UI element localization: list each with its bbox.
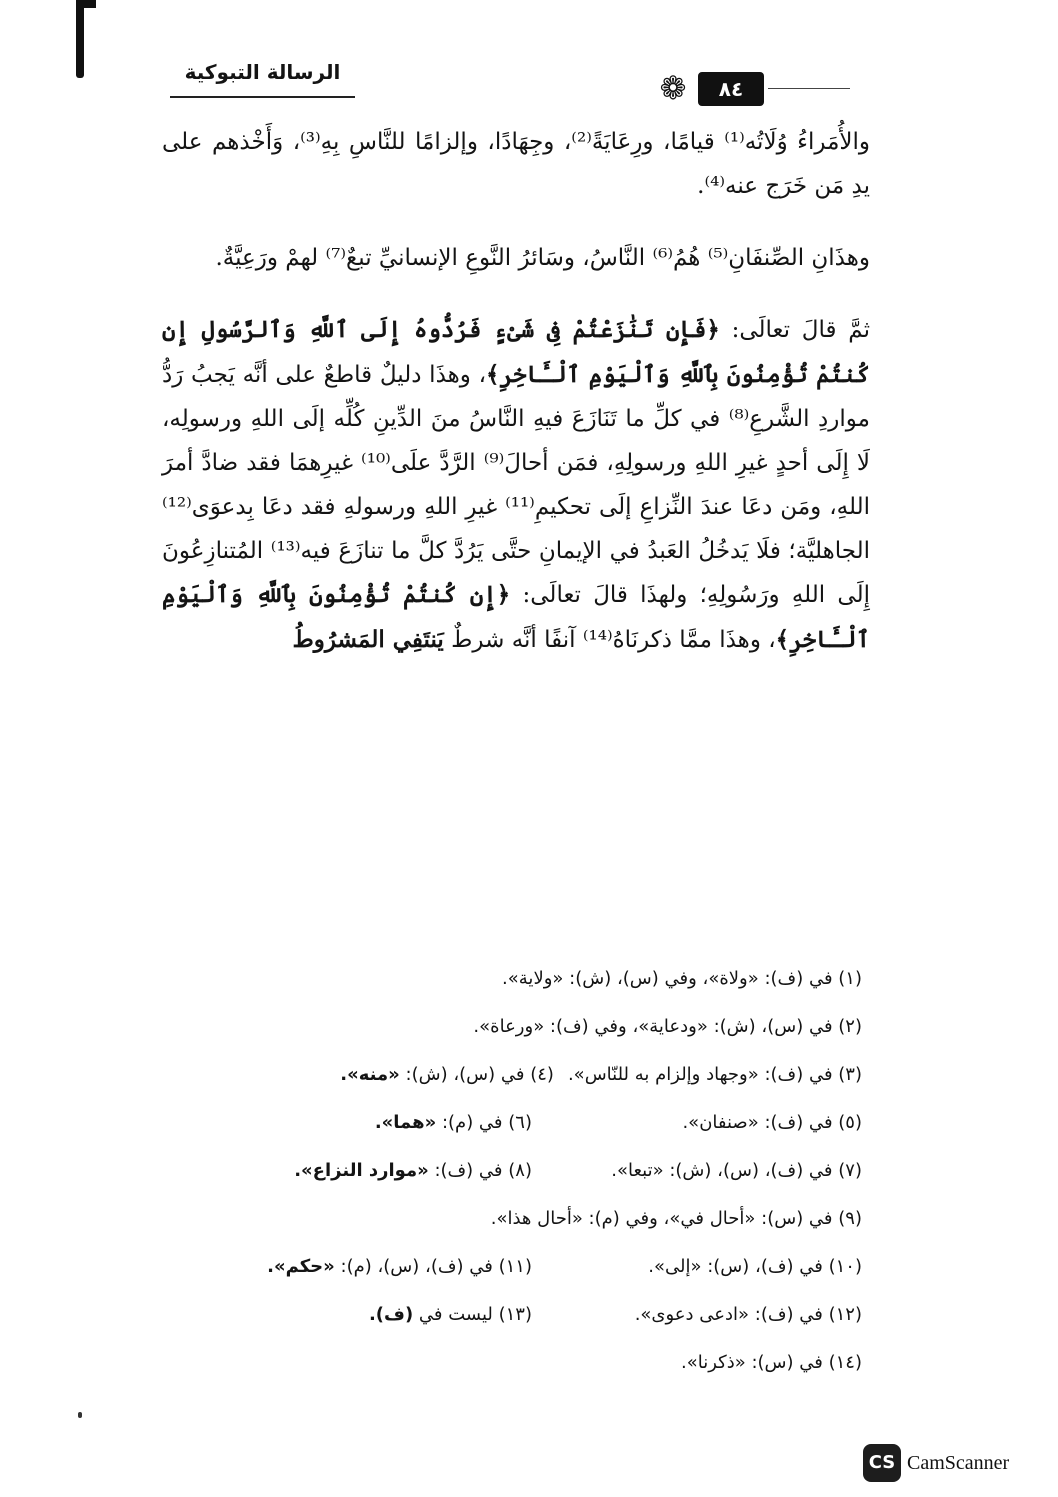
paragraph-3-tail: ، وهذَا ممَّا ذكرنَاهُ⁽¹⁴⁾ آنفًا أنَّه شرطٌ: [443, 626, 776, 653]
ornament-icon: ❁: [659, 69, 687, 107]
footnote-14: (١٤) في (س): «ذكرنا».: [680, 1352, 862, 1373]
main-text: [162, 120, 870, 690]
page-number: ٨٤: [698, 72, 764, 106]
paragraph-3: [162, 308, 870, 661]
footnote-row: [162, 1003, 862, 1051]
footnote-1: (١) في (ف): «ولاة»، وفي (س)، (ش): «ولاية».: [502, 968, 862, 989]
footnote-13-bold: (ف).: [368, 1304, 414, 1325]
footnote-6-bold: «هما».: [374, 1112, 437, 1133]
footnote-8-bold: «موارد النزاع».: [294, 1160, 429, 1181]
footnote-row: [162, 955, 862, 1003]
footnote-6: [375, 1099, 532, 1147]
paragraph-1: والأُمَراءُ وُلَاتُه⁽¹⁾ قيامًا، ورِعَايَةً⁽²⁾، وجِهَادًا، وإلزامًا للنَّاسِ بِهِ⁽³⁾، وَأَخْذهم على يدِ مَن خَرَج عنه⁽⁴⁾.: [162, 129, 870, 200]
page-edge-mark: [76, 0, 84, 78]
footnote-5: (٥) في (ف): «صنفان».: [682, 1112, 862, 1133]
footnote-11-bold: «حكم».: [267, 1256, 335, 1277]
footnote-3: (٣) في (ف): «وجهاد وإلزام به للنّاس».: [567, 1064, 862, 1085]
camscanner-logo-icon: CS: [863, 1444, 901, 1482]
footnote-row: [162, 1339, 862, 1387]
footnote-9: (٩) في (س): «أحال في»، وفي (م): «أحال هذا».: [490, 1208, 862, 1229]
footnote-11-text: (١١) في (ف)، (س)، (م):: [334, 1256, 532, 1277]
scan-dot: [78, 1412, 82, 1418]
footnote-8: [294, 1147, 532, 1195]
footnote-4: [340, 1051, 554, 1099]
footnote-row: [162, 1051, 862, 1099]
camscanner-name: CamScanner: [907, 1451, 1010, 1474]
footnote-13: [369, 1291, 532, 1339]
footnote-row: [162, 1147, 862, 1195]
footnote-8-text: (٨) في (ف):: [428, 1160, 532, 1181]
paragraph-3-intro: ثمَّ قالَ تعالَى:: [719, 317, 870, 344]
quran-verse-1: ﴿فَإِن تَنَٰزَعْتُمْ فِى شَىْءٍ فَرُدُّوهُ إِلَى ٱللَّهِ وَٱلرَّسُولِ إِن كُنتُمْ تُؤْمِنُونَ بِٱللَّهِ وَٱلْيَوْمِ ٱلْـَٔاخِرِ﴾: [162, 316, 870, 388]
header-rule-right: [768, 88, 850, 89]
footnote-row: [162, 1195, 862, 1243]
footnote-12: (١٢) في (ف): «ادعى دعوى».: [634, 1304, 862, 1325]
footnote-10: (١٠) في (ف)، (س): «إلى».: [648, 1256, 862, 1277]
footnote-13-text: (١٣) ليست في: [413, 1304, 532, 1325]
camscanner-badge: [863, 1443, 1009, 1483]
footnotes: [162, 955, 862, 1387]
running-title: الرسالة التبوكية: [184, 60, 341, 84]
footnote-6-text: (٦) في (م):: [436, 1112, 532, 1133]
header-rule-left: [170, 96, 355, 98]
paragraph-3-body: ، وهذَا دليلٌ قاطعٌ على أنَّه يَجبُ رَدُّ مواردِ الشَّرعِ⁽⁸⁾ في كلِّ ما تَنَازَعَ فيهِ النَّاسُ منَ الدِّينِ كُلِّه إلَى اللهِ ورسولِه، لَا إِلَى أحدٍ غيرِ اللهِ ورسولِهِ، فمَن أحالَ⁽⁹⁾ الرَّدَّ علَى⁽¹⁰⁾ غيرِهمَا فقد ضادَّ أمرَ اللهِ، ومَن دعَا عندَ النِّزاعِ إلَى تحكيمِ⁽¹¹⁾ غيرِ اللهِ ورسولهِ فقد دعَا بِدعوَى⁽¹²⁾ الجاهليَّة؛ فلَا يَدخُلُ العَبدُ في الإيمانِ حتَّى يَرُدَّ كلَّ ما تنازَعَ فيه⁽¹³⁾ المُتنازِعُونَ إِلَى اللهِ ورَسُولِهِ؛ ولهذَا قالَ تعالَى:: [162, 361, 871, 609]
footnote-4-text: (٤) في (س)، (ش):: [399, 1064, 554, 1085]
quran-verse-2: ﴿إِن كُنتُمْ تُؤْمِنُونَ بِٱللَّهِ وَٱلْيَوْمِ ٱلْـَٔاخِرِ﴾: [162, 581, 870, 653]
footnote-7: (٧) في (ف)، (س)، (ش): «تبعا».: [611, 1160, 862, 1181]
footnote-row: [162, 1099, 862, 1147]
paragraph-2: وهذَانِ الصِّنفَانِ⁽⁵⁾ هُمُ⁽⁶⁾ النَّاسُ، وسَائرُ النَّوعِ الإنسانيِّ تبعٌ⁽⁷⁾ لهمْ ورَعِيَّةٌ.: [215, 245, 870, 272]
page-header: [170, 60, 850, 120]
footnote-2: (٢) في (س)، (ش): «ودعاية»، وفي (ف): «ورعاة».: [473, 1016, 862, 1037]
footnote-4-bold: «منه».: [340, 1064, 400, 1085]
footnote-row: [162, 1291, 862, 1339]
footnote-11: [267, 1243, 532, 1291]
paragraph-3-bold-end: يَنتَفِي المَشرُوطُ: [292, 625, 444, 653]
footnote-row: [162, 1243, 862, 1291]
